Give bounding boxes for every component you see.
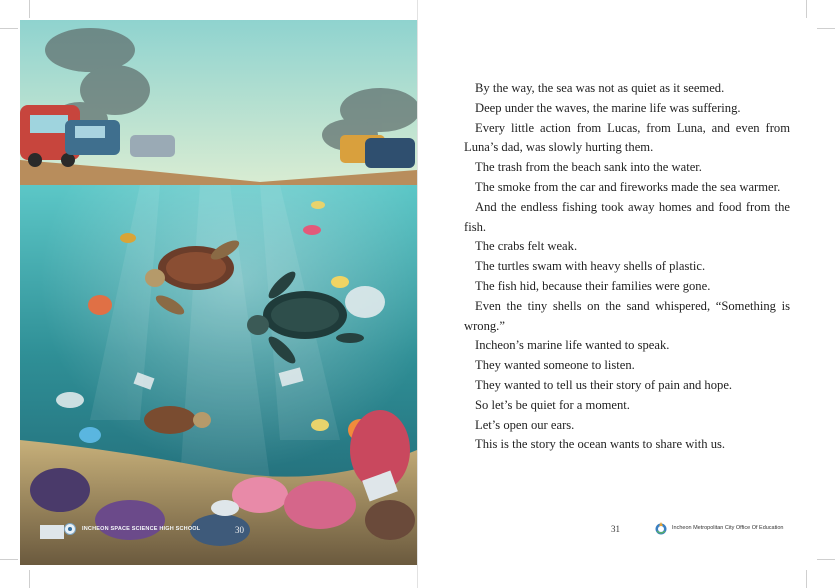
story-paragraph: They wanted to tell us their story of pain and hope. — [475, 377, 733, 392]
story-paragraph: Let’s open our ears. — [475, 417, 575, 432]
story-paragraph: The fish hid, because their families were gone. — [475, 278, 711, 293]
school-name: INCHEON SPACE SCIENCE HIGH SCHOOL — [82, 526, 201, 532]
crop-mark — [29, 0, 30, 18]
right-page — [418, 0, 835, 588]
story-paragraph: They wanted someone to listen. — [475, 358, 635, 373]
crop-mark — [0, 28, 18, 29]
underwater-pollution-illustration — [20, 20, 417, 565]
right-page-footer — [654, 521, 784, 535]
car-icon — [65, 120, 120, 155]
left-page-footer — [64, 521, 200, 537]
story-paragraph: Incheon’s marine life wanted to speak. — [475, 338, 670, 353]
page-number: 31 — [611, 524, 620, 534]
story-paragraph: The crabs felt weak. — [475, 239, 578, 254]
story-paragraph: The smoke from the car and fireworks made the sea warmer. — [475, 179, 781, 194]
story-paragraph: By the way, the sea was not as quiet as it seemed. — [475, 81, 725, 95]
story-paragraph: And the endless fishing took away homes and food from the fish. — [464, 199, 790, 234]
story-paragraph: So let’s be quiet for a moment. — [475, 397, 630, 412]
crop-mark — [0, 559, 18, 560]
office-name: Incheon Metropolitan City Office Of Education — [672, 525, 784, 531]
story-paragraph: Every little action from Lucas, from Luna, and even from Luna’s dad, was slowly hurting them. — [464, 120, 790, 155]
story-paragraph: Even the tiny shells on the sand whispered, “Something is wrong.” — [464, 298, 790, 333]
page-number: 30 — [235, 525, 244, 535]
story-paragraph: This is the story the ocean wants to share with us. — [475, 437, 726, 452]
office-logo-icon — [654, 521, 668, 535]
story-paragraph: Deep under the waves, the marine life was suffering. — [475, 100, 741, 115]
school-logo-icon — [64, 523, 76, 535]
left-page — [20, 20, 417, 565]
story-paragraph: The trash from the beach sank into the water. — [475, 160, 702, 175]
story-text — [464, 79, 790, 455]
car-icon — [130, 135, 175, 157]
story-paragraph: The turtles swam with heavy shells of plastic. — [475, 259, 706, 274]
crop-mark — [29, 570, 30, 588]
